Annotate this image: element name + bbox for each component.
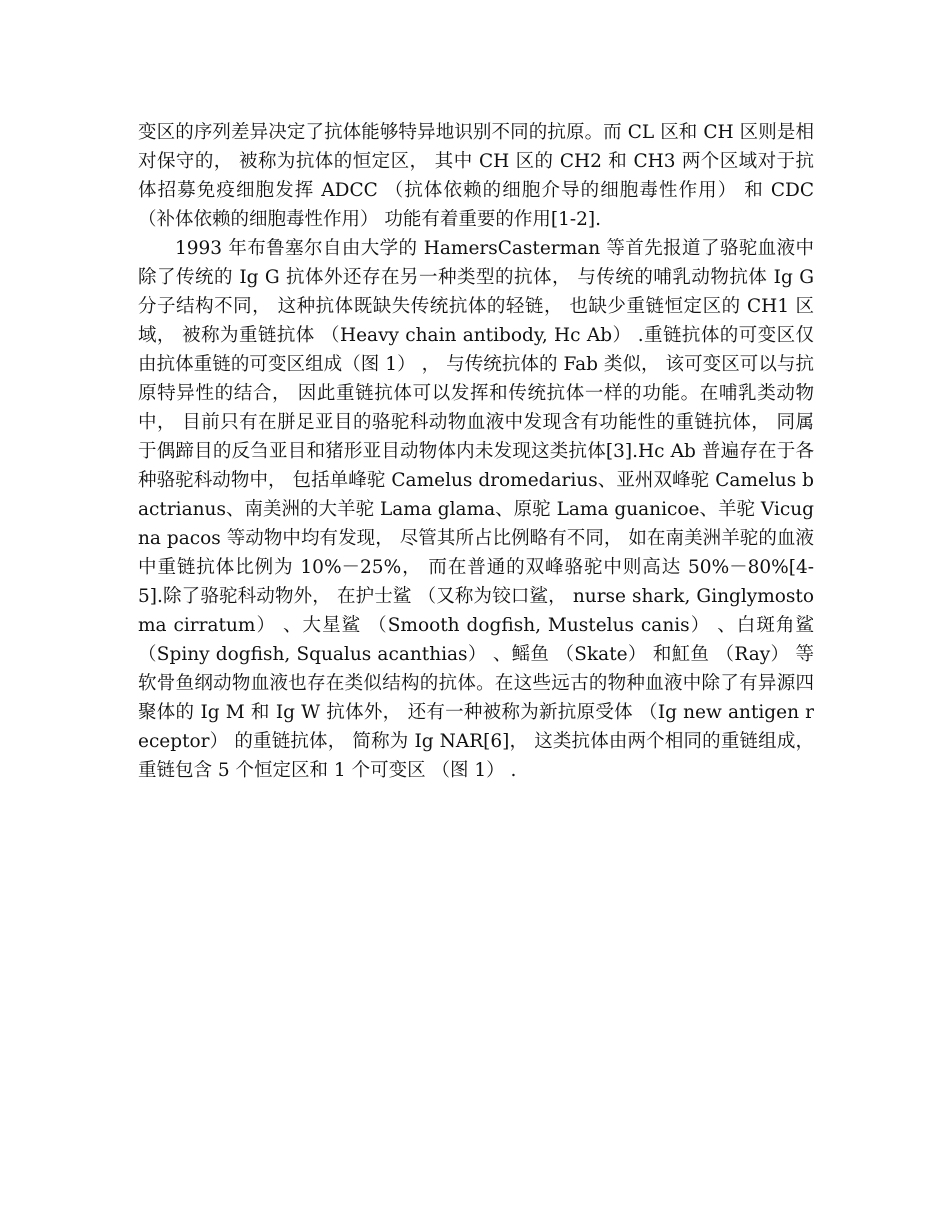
paragraph-antibody-constant-region: 变区的序列差异决定了抗体能够特异地识别不同的抗原。而 CL 区和 CH 区则是相对保守的， 被称为抗体的恒定区， 其中 CH 区的 CH2 和 CH3 两个区域对于抗体招募免疫细胞发挥 ADCC （抗体依赖的细胞介导的细胞毒性作用） 和 CDC （补体依赖的细胞毒性作用） 功能有着重要的作用[1-2]. — [138, 122, 814, 230]
paragraph-heavy-chain-antibody: 1993 年布鲁塞尔自由大学的 HamersCasterman 等首先报道了骆驼血液中除了传统的 Ig G 抗体外还存在另一种类型的抗体， 与传统的哺乳动物抗体 Ig G 分子结构不同， 这种抗体既缺失传统抗体的轻链， 也缺少重链恒定区的 CH1 区域， 被称为重链抗体 （Heavy chain antibody, Hc Ab） .重链抗体的可变区仅由抗体重链的可变区组成（图 1） ， 与传统抗体的 Fab 类似， 该可变区可以与抗原特异性的结合， 因此重链抗体可以发挥和传统抗体一样的功能。在哺乳类动物中， 目前只有在胼足亚目的骆驼科动物血液中发现含有功能性的重链抗体， 同属于偶蹄目的反刍亚目和猪形亚目动物体内未发现这类抗体[3].Hc Ab 普遍存在于各种骆驼科动物中， 包括单峰驼 Camelus dromedarius、亚州双峰驼 Camelus bactrianus、南美洲的大羊驼 Lama glama、原驼 Lama guanicoe、羊驼 Vicugna pacos 等动物中均有发现， 尽管其所占比例略有不同， 如在南美洲羊驼的血液中重链抗体比例为 10%－25%， 而在普通的双峰骆驼中则高达 50%－80%[4-5].除了骆驼科动物外， 在护士鲨 （又称为铰口鲨， nurse shark, Ginglymostoma cirratum） 、大星鲨 （Smooth dogfish, Mustelus canis） 、白斑角鲨 （Spiny dogfish, Squalus acanthias） 、鳐鱼 （Skate） 和魟鱼 （Ray） 等软骨鱼纲动物血液也存在类似结构的抗体。在这些远古的物种血液中除了有异源四聚体的 Ig M 和 Ig W 抗体外， 还有一种被称为新抗原受体 （Ig new antigen receptor） 的重链抗体， 简称为 Ig NAR[6]， 这类抗体由两个相同的重链组成， 重链包含 5 个恒定区和 1 个可变区 （图 1） . — [138, 238, 814, 781]
body-text — [138, 118, 814, 785]
